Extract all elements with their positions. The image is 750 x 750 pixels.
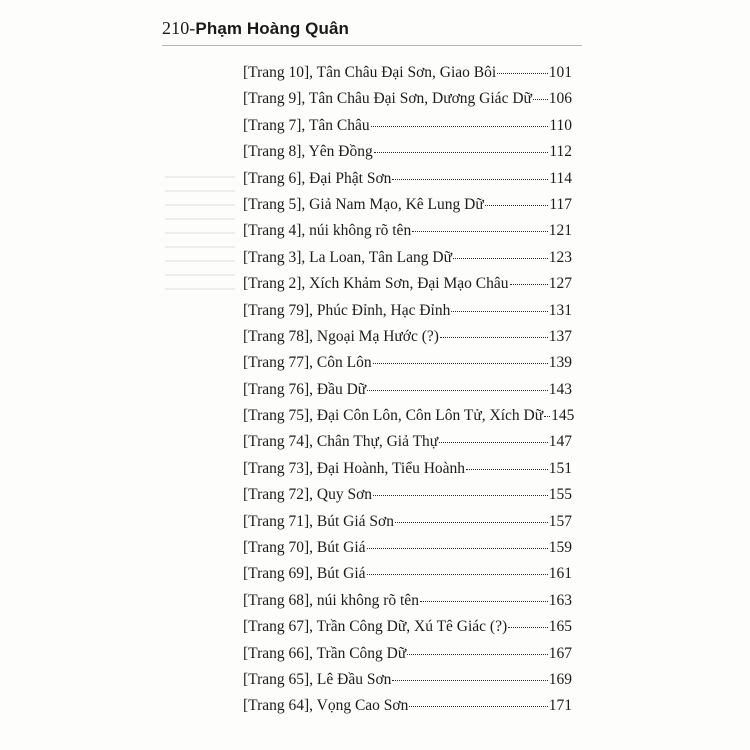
toc-entry-title: [Trang 10], Tân Châu Đại Sơn, Giao Bôi	[243, 64, 497, 81]
toc-entry-title: [Trang 72], Quy Sơn	[243, 486, 373, 504]
toc-entry-title: [Trang 71], Bút Giá Sơn	[243, 512, 395, 530]
toc-entry	[243, 618, 572, 644]
toc-dot-leader	[466, 469, 548, 470]
toc-entry-page: 147	[548, 433, 572, 451]
toc-dot-leader	[367, 548, 548, 549]
toc-dot-leader	[367, 390, 548, 391]
toc-dot-leader	[497, 73, 548, 74]
toc-entry	[243, 645, 572, 671]
toc-dot-leader	[485, 205, 549, 206]
toc-entry-title: [Trang 2], Xích Khảm Sơn, Đại Mạo Châu	[243, 275, 509, 293]
toc-dot-leader	[412, 231, 548, 232]
toc-entry-page: 117	[549, 195, 572, 213]
toc-entry-title: [Trang 73], Đại Hoành, Tiểu Hoành	[243, 459, 466, 477]
header-author: Phạm Hoàng Quân	[195, 19, 349, 38]
toc-entry-page: 171	[548, 697, 572, 715]
toc-entry	[243, 513, 572, 539]
toc-entry-title: [Trang 68], núi không rõ tên	[243, 591, 419, 609]
toc-entry	[243, 381, 572, 407]
toc-entry	[243, 671, 572, 697]
toc-entry	[243, 90, 572, 116]
toc-dot-leader	[392, 680, 547, 681]
toc-entry-title: [Trang 76], Đầu Dữ	[243, 380, 367, 398]
toc-entry	[243, 117, 572, 143]
toc-entry-title: [Trang 9], Tân Châu Đại Sơn, Dương Giác Dữ	[243, 90, 532, 108]
toc-dot-leader	[409, 706, 547, 707]
toc-dot-leader	[374, 152, 549, 153]
toc-dot-leader	[533, 99, 548, 100]
toc-entry-page: 139	[548, 354, 572, 372]
toc-entry-page: 151	[548, 459, 572, 477]
toc-entry	[243, 143, 572, 169]
toc-entry-page: 110	[549, 116, 572, 134]
toc-entry	[243, 249, 572, 275]
header-page-number: 210-	[162, 18, 196, 38]
toc-entry	[243, 354, 572, 380]
toc-entry-page: 121	[548, 222, 572, 240]
toc-dot-leader	[373, 495, 548, 496]
toc-entry-title: [Trang 4], núi không rõ tên	[243, 222, 412, 240]
toc-dot-leader	[407, 654, 547, 655]
toc-entry	[243, 222, 572, 248]
toc-dot-leader	[508, 627, 548, 628]
toc-entry	[243, 486, 572, 512]
toc-entry-page: 106	[548, 90, 572, 108]
toc-entry-page: 143	[548, 380, 572, 398]
toc-entry-title: [Trang 79], Phúc Đỉnh, Hạc Đỉnh	[243, 301, 451, 319]
toc-entry-title: [Trang 78], Ngoại Mạ Hước (?)	[243, 327, 439, 345]
toc-dot-leader	[371, 126, 549, 127]
toc-entry-page: 157	[548, 512, 572, 530]
toc-entry-title: [Trang 69], Bút Giá	[243, 565, 366, 583]
toc-entry	[243, 196, 572, 222]
toc-dot-leader	[373, 363, 548, 364]
toc-entry-page: 145	[551, 407, 575, 425]
toc-entry-title: [Trang 8], Yên Đồng	[243, 143, 373, 161]
toc-entry-title: [Trang 70], Bút Giá	[243, 539, 366, 557]
toc-dot-leader	[367, 574, 548, 575]
toc-entry-page: 112	[549, 143, 572, 161]
toc-entry	[243, 433, 572, 459]
toc-entry-page: 163	[548, 591, 572, 609]
toc-dot-leader	[510, 284, 548, 285]
toc-entry	[243, 302, 572, 328]
toc-entry	[243, 592, 572, 618]
toc-entry-page: 123	[548, 248, 572, 266]
toc-entry-page: 155	[548, 486, 572, 504]
header-rule	[162, 45, 582, 46]
toc-entry	[243, 328, 572, 354]
toc-dot-leader	[453, 258, 548, 259]
toc-entry-page: 159	[548, 539, 572, 557]
toc-entry-page: 101	[548, 64, 572, 81]
toc-entry-page: 131	[548, 301, 572, 319]
toc-entry-title: [Trang 75], Đại Côn Lôn, Côn Lôn Tử, Xích Dữ	[243, 407, 544, 425]
toc-entry-title: [Trang 7], Tân Châu	[243, 116, 370, 134]
toc-entry-page: 137	[548, 327, 572, 345]
toc-entry	[243, 460, 572, 486]
toc-entry	[243, 170, 572, 196]
toc-entry-page: 169	[548, 670, 572, 688]
toc-dot-leader	[420, 601, 548, 602]
toc-entry	[243, 697, 572, 723]
toc-entry	[243, 64, 572, 90]
toc-dot-leader	[395, 522, 548, 523]
toc-dot-leader	[439, 442, 548, 443]
toc-entry-title: [Trang 74], Chân Thự, Giả Thự	[243, 433, 439, 451]
toc-entry-title: [Trang 64], Vọng Cao Sơn	[243, 697, 409, 715]
toc-entry-title: [Trang 65], Lê Đầu Sơn	[243, 670, 392, 688]
toc-entry	[243, 275, 572, 301]
toc-entry-title: [Trang 67], Trần Công Dữ, Xú Tê Giác (?)	[243, 618, 508, 636]
toc-dot-leader	[451, 311, 547, 312]
toc-entry-title: [Trang 3], La Loan, Tân Lang Dữ	[243, 248, 452, 266]
toc-dot-leader	[440, 337, 548, 338]
toc-entry	[243, 407, 575, 433]
toc-entry-page: 161	[548, 565, 572, 583]
toc-entry-title: [Trang 6], Đại Phật Sơn	[243, 169, 392, 187]
toc-dot-leader	[544, 416, 550, 417]
show-through-text	[165, 170, 235, 290]
running-header	[162, 18, 349, 39]
toc-entry-title: [Trang 5], Giả Nam Mạo, Kê Lung Dữ	[243, 195, 484, 213]
toc-entry-page: 167	[548, 644, 572, 662]
toc-entry-page: 114	[549, 169, 572, 187]
table-of-contents	[243, 64, 575, 724]
toc-dot-leader	[392, 179, 548, 180]
toc-entry	[243, 539, 572, 565]
toc-entry-page: 165	[548, 618, 572, 636]
toc-entry-title: [Trang 66], Trần Công Dữ	[243, 644, 407, 662]
toc-entry-title: [Trang 77], Côn Lôn	[243, 354, 372, 372]
toc-entry	[243, 565, 572, 591]
toc-entry-page: 127	[548, 275, 572, 293]
